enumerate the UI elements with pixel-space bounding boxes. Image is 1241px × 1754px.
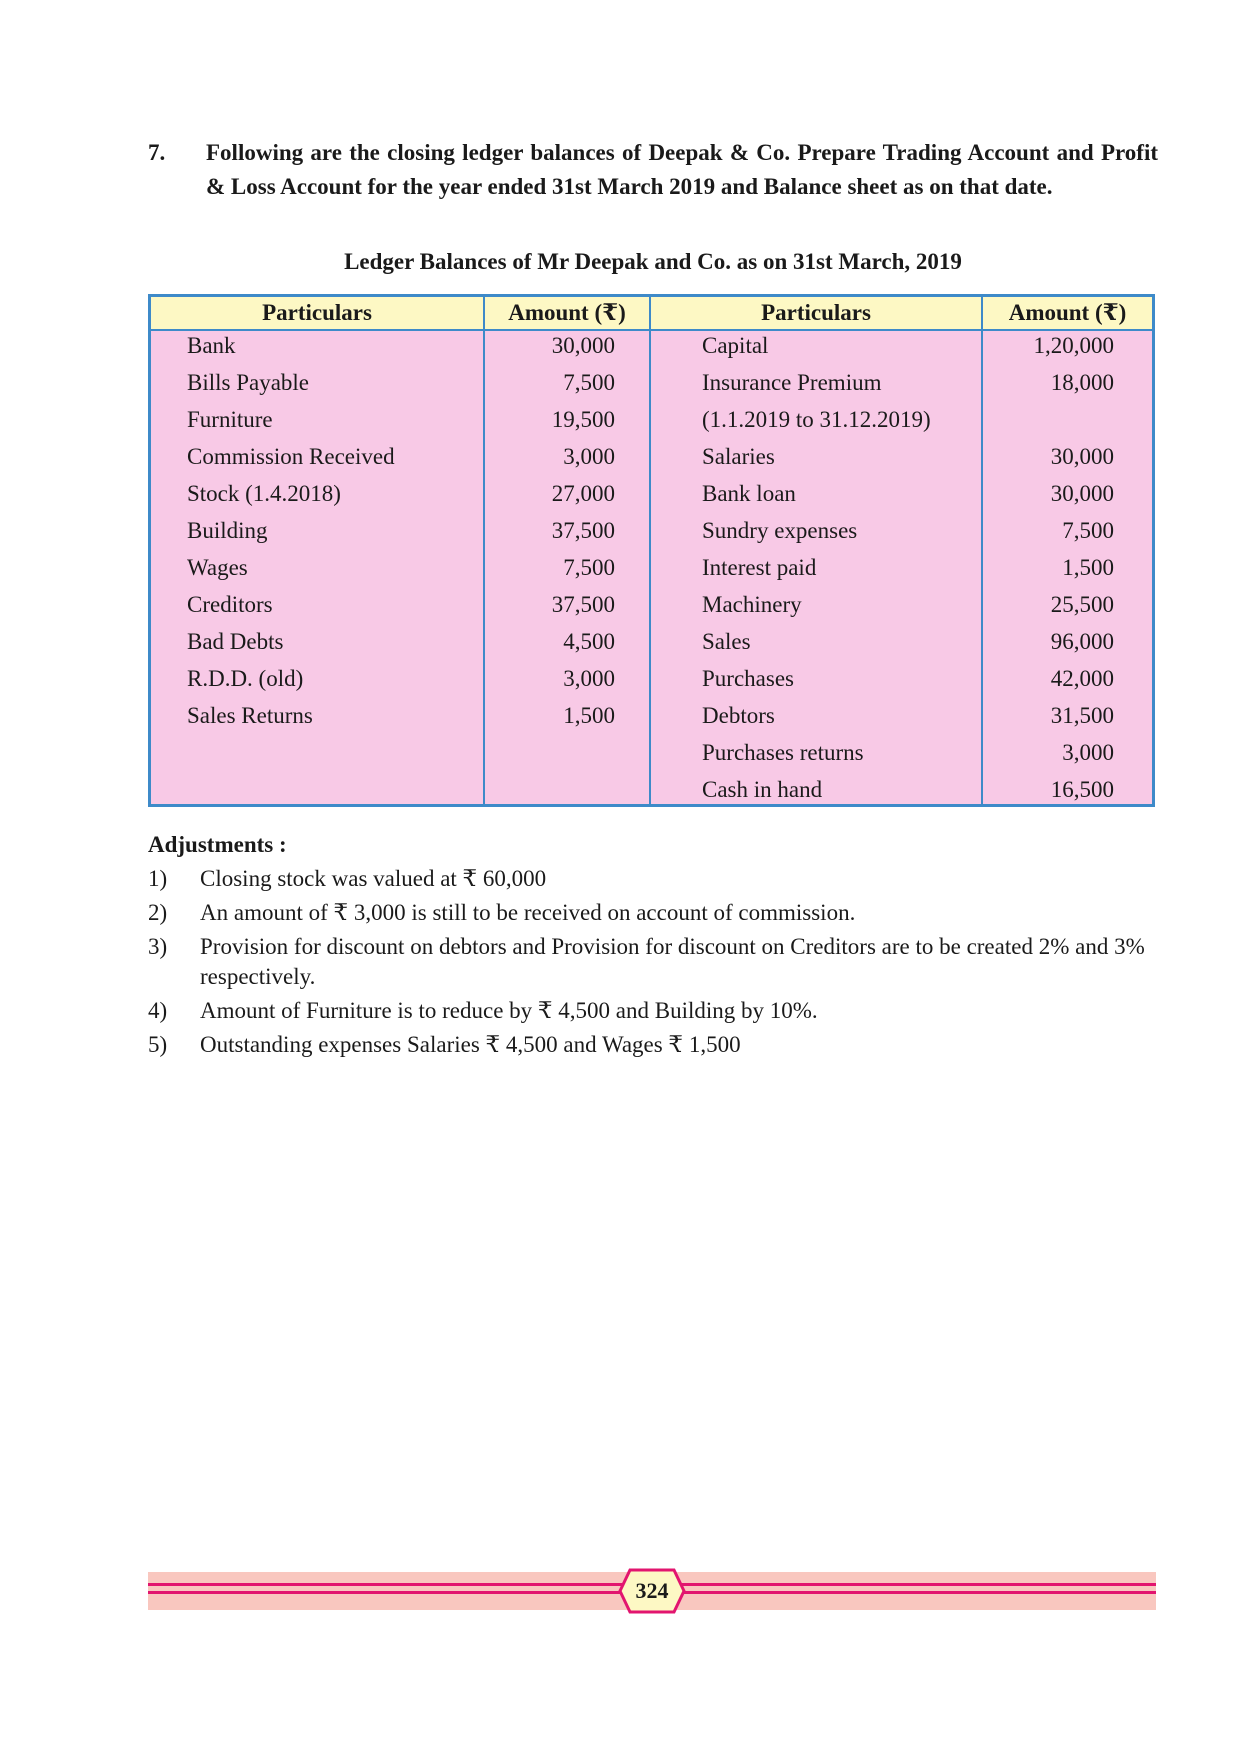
left-particular: Bank (187, 333, 236, 358)
adjustment-number: 4) (148, 998, 168, 1023)
ledger-balances-table (148, 294, 1155, 807)
adjustment-text: Provision for discount on debtors and Provision for discount on Creditors are to be created 2% and 3% respectively. (200, 934, 1145, 989)
right-amount: 30,000 (1050, 444, 1114, 469)
left-particular: Bills Payable (187, 370, 310, 395)
right-amount: 7,500 (1062, 518, 1114, 543)
left-amount: 19,500 (551, 407, 615, 432)
table-row (151, 700, 1152, 737)
header-amount-right: Amount (₹) (1008, 300, 1127, 325)
right-particular: Interest paid (702, 555, 817, 580)
right-amount: 96,000 (1050, 629, 1114, 654)
adjustment-text: An amount of ₹ 3,000 is still to be received on account of commission. (200, 900, 856, 925)
table-header-row (151, 297, 1152, 331)
right-particular: Sundry expenses (702, 518, 858, 543)
right-amount: 3,000 (1062, 740, 1114, 765)
adjustment-item (148, 864, 1158, 894)
left-amount: 30,000 (551, 333, 615, 358)
table-row (151, 774, 1152, 811)
adjustments-list (148, 864, 1158, 1064)
left-amount: 1,500 (563, 703, 615, 728)
right-particular: (1.1.2019 to 31.12.2019) (702, 407, 931, 432)
left-particular: Furniture (187, 407, 273, 432)
adjustment-number: 3) (148, 934, 168, 959)
table-row (151, 737, 1152, 774)
right-particular: Purchases returns (702, 740, 864, 765)
table-row (151, 404, 1152, 441)
question-block (148, 136, 1158, 204)
adjustment-number: 2) (148, 900, 168, 925)
left-amount: 7,500 (563, 555, 615, 580)
left-amount: 3,000 (563, 666, 615, 691)
adjustment-text: Amount of Furniture is to reduce by ₹ 4,500 and Building by 10%. (200, 998, 818, 1023)
left-amount: 27,000 (551, 481, 615, 506)
adjustment-item (148, 1030, 1158, 1060)
page-footer (148, 1572, 1156, 1610)
adjustment-number: 1) (148, 866, 168, 891)
table-row (151, 626, 1152, 663)
left-amount: 7,500 (563, 370, 615, 395)
right-particular: Machinery (702, 592, 802, 617)
left-particular: Bad Debts (187, 629, 284, 654)
header-particulars-right: Particulars (761, 300, 871, 325)
right-amount: 31,500 (1050, 703, 1114, 728)
right-amount: 25,500 (1050, 592, 1114, 617)
adjustment-item (148, 996, 1158, 1026)
right-amount: 1,500 (1062, 555, 1114, 580)
adjustment-item (148, 898, 1158, 928)
left-particular: Wages (187, 555, 248, 580)
right-particular: Salaries (702, 444, 775, 469)
table-row (151, 552, 1152, 589)
table-row (151, 330, 1152, 367)
left-amount: 37,500 (551, 518, 615, 543)
table-row (151, 441, 1152, 478)
right-particular: Purchases (702, 666, 794, 691)
right-particular: Debtors (702, 703, 775, 728)
right-amount: 1,20,000 (1033, 333, 1114, 358)
page-number-badge (618, 1567, 686, 1615)
right-amount: 30,000 (1050, 481, 1114, 506)
left-particular: Building (187, 518, 268, 543)
left-particular: Stock (1.4.2018) (187, 481, 341, 506)
left-amount: 4,500 (563, 629, 615, 654)
right-particular: Sales (702, 629, 751, 654)
left-particular: Commission Received (187, 444, 395, 469)
adjustment-item (148, 932, 1158, 992)
left-amount: 3,000 (563, 444, 615, 469)
right-amount: 16,500 (1050, 777, 1114, 802)
right-particular: Cash in hand (702, 777, 823, 802)
table-title: Ledger Balances of Mr Deepak and Co. as on 31st March, 2019 (344, 249, 962, 274)
question-text: Following are the closing ledger balances of Deepak & Co. Prepare Trading Account and Profit & Loss Account for the year ended 31st March 2019 and Balance sheet as on that date. (206, 140, 1158, 199)
table-body (151, 330, 1152, 811)
table-row (151, 663, 1152, 700)
adjustment-text: Outstanding expenses Salaries ₹ 4,500 and Wages ₹ 1,500 (200, 1032, 741, 1057)
adjustment-number: 5) (148, 1032, 168, 1057)
header-particulars-left: Particulars (262, 300, 372, 325)
adjustment-text: Closing stock was valued at ₹ 60,000 (200, 866, 547, 891)
table-row (151, 515, 1152, 552)
right-particular: Bank loan (702, 481, 796, 506)
question-number: 7. (148, 140, 166, 165)
left-particular: Creditors (187, 592, 273, 617)
left-particular: R.D.D. (old) (187, 666, 304, 691)
adjustments-heading: Adjustments : (148, 832, 287, 857)
right-amount: 18,000 (1050, 370, 1114, 395)
left-particular: Sales Returns (187, 703, 313, 728)
right-amount: 42,000 (1050, 666, 1114, 691)
right-particular: Capital (702, 333, 769, 358)
table-row (151, 589, 1152, 626)
right-particular: Insurance Premium (702, 370, 882, 395)
page-number: 324 (635, 1578, 669, 1603)
table-row (151, 478, 1152, 515)
left-amount: 37,500 (551, 592, 615, 617)
table-row (151, 367, 1152, 404)
header-amount-left: Amount (₹) (508, 300, 626, 325)
